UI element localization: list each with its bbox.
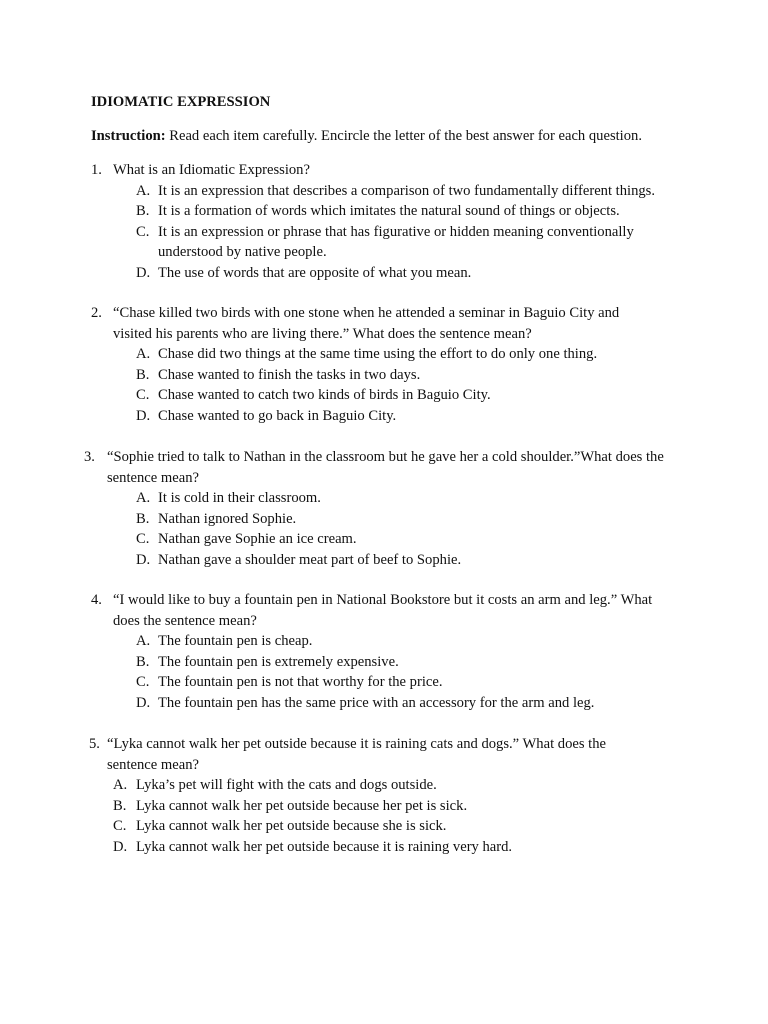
question-text: “Lyka cannot walk her pet outside because it is raining cats and dogs.” What does the sentence mean? [107,736,607,773]
answer-options [0,181,700,284]
option-b[interactable] [0,652,698,673]
option-text: It is cold in their classroom. [158,490,321,506]
question-text: What is an Idiomatic Expression? [113,162,310,178]
option-text: The fountain pen is extremely expensive. [158,653,399,670]
question-3 [0,447,700,570]
option-text: Lyka cannot walk her pet outside because she is sick. [136,818,447,834]
option-text: Chase wanted to catch two kinds of birds in Baguio City. [158,387,491,403]
option-text: Chase wanted to finish the tasks in two days. [158,366,421,383]
option-a[interactable] [0,775,676,796]
option-text: The fountain pen is not that worthy for the price. [158,674,443,690]
option-letter[interactable]: D. [136,264,151,281]
option-c[interactable] [0,385,698,406]
question-text: “Chase killed two birds with one stone when he attended a seminar in Baguio City and visited his parents who are living there.” What does the sentence mean? [113,305,620,342]
option-letter[interactable]: D. [113,838,128,855]
option-d[interactable] [0,693,698,714]
option-letter[interactable]: B. [136,203,150,219]
option-letter[interactable]: A. [136,182,151,199]
option-text: Nathan ignored Sophie. [158,510,297,527]
question-number: 3. [84,449,95,465]
option-d[interactable] [0,550,698,571]
option-b[interactable] [0,509,698,530]
instruction [91,126,642,147]
option-text: It is a formation of words which imitates the natural sound of things or objects. [158,203,620,219]
option-text: Nathan gave Sophie an ice cream. [158,531,357,547]
option-text: Lyka cannot walk her pet outside because her pet is sick. [136,797,468,814]
option-d[interactable] [0,263,698,284]
option-text: Lyka’s pet will fight with the cats and dogs outside. [136,777,437,793]
question-number: 1. [91,162,102,178]
option-letter[interactable]: C. [136,531,150,547]
option-letter[interactable]: D. [136,407,151,424]
option-text: The fountain pen has the same price with an accessory for the arm and leg. [158,694,595,711]
question-1 [0,160,700,283]
option-b[interactable] [0,796,676,817]
option-a[interactable] [0,344,698,365]
question-2 [0,303,700,426]
option-letter[interactable]: B. [136,510,150,527]
question-4 [0,590,700,713]
question-number: 2. [91,305,102,321]
option-letter[interactable]: A. [136,490,151,506]
option-letter[interactable]: C. [136,223,150,240]
option-c[interactable] [0,672,698,693]
instruction-text: Read each item carefully. Encircle the letter of the best answer for each question. [165,128,642,144]
option-letter[interactable]: A. [136,346,151,362]
option-letter[interactable]: B. [136,366,150,383]
question-number: 4. [91,592,102,608]
answer-options [0,775,700,857]
question-text: “I would like to buy a fountain pen in National Bookstore but it costs an arm and leg.” What does the sentence mean? [113,592,653,629]
option-text: The fountain pen is cheap. [158,633,313,649]
option-a[interactable] [0,631,698,652]
option-letter[interactable]: A. [136,633,151,649]
option-text: The use of words that are opposite of what you mean. [158,264,472,281]
option-text: Chase wanted to go back in Baguio City. [158,407,397,424]
option-text: It is an expression that describes a comparison of two fundamentally different things. [158,182,656,199]
instruction-label: Instruction: [91,128,166,144]
option-c[interactable] [0,816,676,837]
answer-options [0,344,700,426]
option-letter[interactable]: B. [136,653,150,670]
option-a[interactable] [0,181,698,202]
option-text: Chase did two things at the same time using the effort to do only one thing. [158,346,598,362]
option-letter[interactable]: A. [113,777,128,793]
option-d[interactable] [0,406,698,427]
question-number: 5. [89,736,100,752]
option-text: Lyka cannot walk her pet outside because it is raining very hard. [136,838,513,855]
answer-options [0,631,700,713]
option-letter[interactable]: C. [136,387,150,403]
option-text: Nathan gave a shoulder meat part of beef to Sophie. [158,551,462,568]
option-letter[interactable]: C. [113,818,127,834]
option-letter[interactable]: B. [113,797,127,814]
page-title: IDIOMATIC EXPRESSION [91,94,271,110]
question-5 [0,734,700,857]
option-letter[interactable]: D. [136,551,151,568]
option-letter[interactable]: C. [136,674,150,690]
option-b[interactable] [0,201,698,222]
question-text: “Sophie tried to talk to Nathan in the classroom but he gave her a cold shoulder.”What does the sentence mean? [107,449,664,486]
option-text: It is an expression or phrase that has figurative or hidden meaning conventionally understood by native people. [158,223,634,260]
option-d[interactable] [0,837,676,858]
option-c[interactable] [0,222,658,263]
option-a[interactable] [0,488,698,509]
option-c[interactable] [0,529,698,550]
option-letter[interactable]: D. [136,694,151,711]
option-b[interactable] [0,365,698,386]
answer-options [0,488,700,570]
